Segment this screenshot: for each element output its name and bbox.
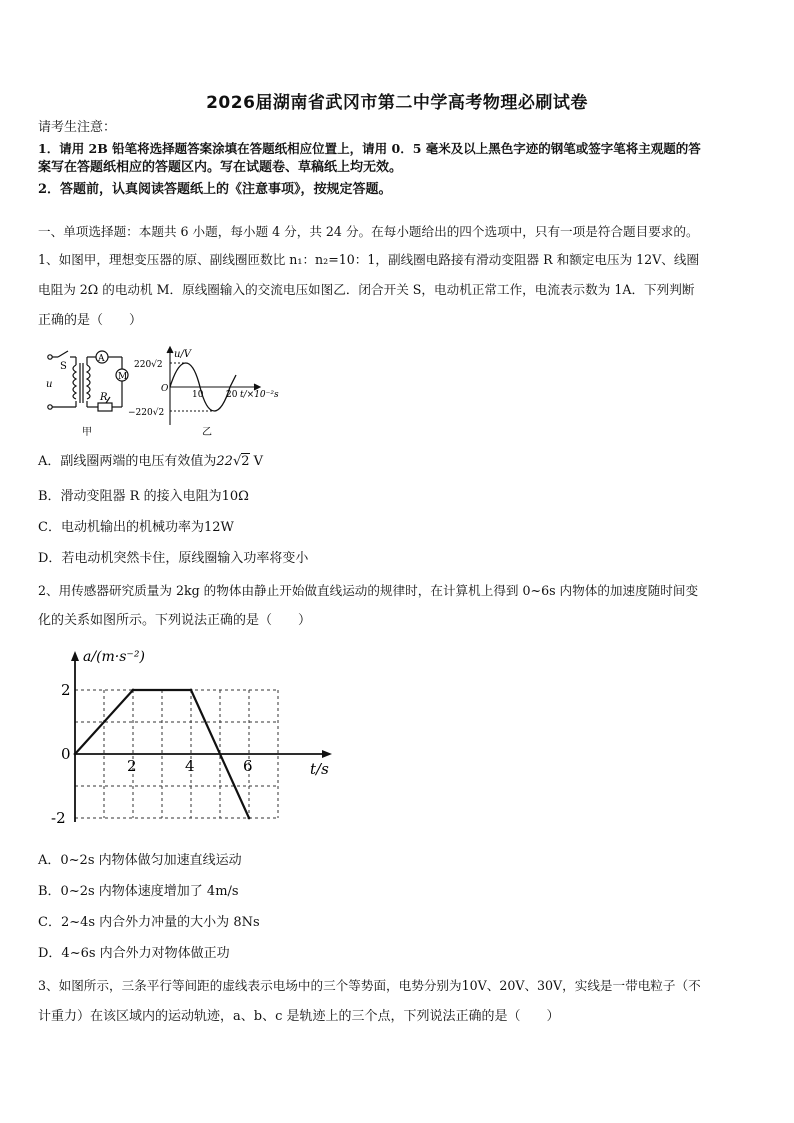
q1-stem-line-2: 电阻为 2Ω 的电动机 M．原线圈输入的交流电压如图乙．闭合开关 S，电动机正常工作，电流表示数为 1A．下列判断 [38,282,695,297]
t-tick-20: 20 [226,390,238,400]
x-tick-label: 4 [185,757,195,775]
q3-stem-line-1: 3、如图所示，三条平行等间距的虚线表示电场中的三个等势面，电势分别为10V、20V、30V，实线是一带电粒子（不 [38,978,701,993]
u-axis-label: u/V [174,349,192,360]
circuit-diagram [48,351,128,411]
ammeter-label: A [98,354,105,364]
radical-sign: √ [232,454,242,469]
chart-axes [71,651,332,822]
notice-item-1-line-1: 1．请用 2B 铅笔将选择题答案涂填在答题纸相应位置上，请用 0．5 毫米及以上黑色字迹的钢笔或签字笔将主观题的答 [38,141,701,156]
q2-acceleration-chart [40,645,340,835]
peak-positive-label: 220√2 [134,360,163,370]
t-axis-label: t/×10⁻²s [240,390,279,400]
q1-stem-line-1: 1、如图甲，理想变压器的原、副线圈匝数比 n₁：n₂=10：1，副线圈电路接有滑动变阻器 R 和额定电压为 12V、线圈 [38,252,700,267]
q1-option-a-unit: V [249,454,264,469]
y-tick-label: 0 [61,745,71,763]
q1-figure [40,345,300,440]
notice-item-2: 2．答题前，认真阅读答题纸上的《注意事项》，按规定答题。 [38,182,392,197]
y-axis-label: a/(m·s⁻²) [83,649,145,665]
q1-option-a-radicand: 2 [241,454,250,469]
q1-option-c: C．电动机输出的机械功率为12W [38,520,234,535]
q1-option-a-number: 22 [216,454,233,469]
x-tick-label: 2 [127,757,137,775]
data-point [248,817,251,820]
q3-stem-line-2: 计重力）在该区域内的运动轨迹，a、b、c 是轨迹上的三个点，下列说法正确的是（ ） [38,1009,560,1024]
chart-labels [51,649,329,827]
y-tick-label: -2 [51,809,66,827]
q2-option-b: B．0~2s 内物体速度增加了 4m/s [38,884,239,899]
t-tick-10: 10 [192,390,204,400]
data-point [132,689,135,692]
q2-stem-line-2: 化的关系如图所示。下列说法正确的是（ ） [38,613,312,628]
rheostat-label: R [100,392,108,403]
data-point [190,689,193,692]
q1-option-d: D．若电动机突然卡住，原线圈输入功率将变小 [38,551,309,566]
figure-caption-yi: 乙 [202,427,212,438]
y-axis-arrow [71,651,79,661]
motor-label: M [118,372,128,382]
switch-label: S [60,361,67,372]
q1-option-a-text: A．副线圈两端的电压有效值为 [38,454,217,469]
figure-caption-jia: 甲 [82,427,92,438]
q2-option-c: C．2~4s 内合外力冲量的大小为 8Ns [38,915,260,930]
peak-negative-label: −220√2 [128,408,165,418]
primary-voltage-label: u [46,379,53,390]
y-tick-label: 2 [61,681,71,699]
section-heading: 一、单项选择题：本题共 6 小题，每小题 4 分，共 24 分。在每小题给出的四个选项中，只有一项是符合题目要求的。 [38,224,699,239]
q1-stem-line-3: 正确的是（ ） [38,313,143,328]
q2-option-a: A．0~2s 内物体做匀加速直线运动 [38,853,242,868]
data-point [74,753,77,756]
origin-label: O [161,384,169,394]
x-tick-label: 6 [243,757,253,775]
q1-option-a [38,454,263,470]
notice-item-1-line-2: 案写在答题纸相应的答题区内。写在试题卷、草稿纸上均无效。 [38,160,403,175]
page-title: 2026届湖南省武冈市第二中学高考物理必刷试卷 [206,93,588,113]
q1-option-b: B．滑动变阻器 R 的接入电阻为10Ω [38,489,249,504]
notice-heading: 请考生注意： [38,120,117,135]
q2-stem-line-1: 2、用传感器研究质量为 2kg 的物体由静止开始做直线运动的规律时，在计算机上得到 0~6s 内物体的加速度随时间变 [38,583,699,598]
x-axis-label: t/s [310,760,329,778]
x-axis-arrow [322,750,332,758]
q2-option-d: D．4~6s 内合外力对物体做正功 [38,946,230,961]
